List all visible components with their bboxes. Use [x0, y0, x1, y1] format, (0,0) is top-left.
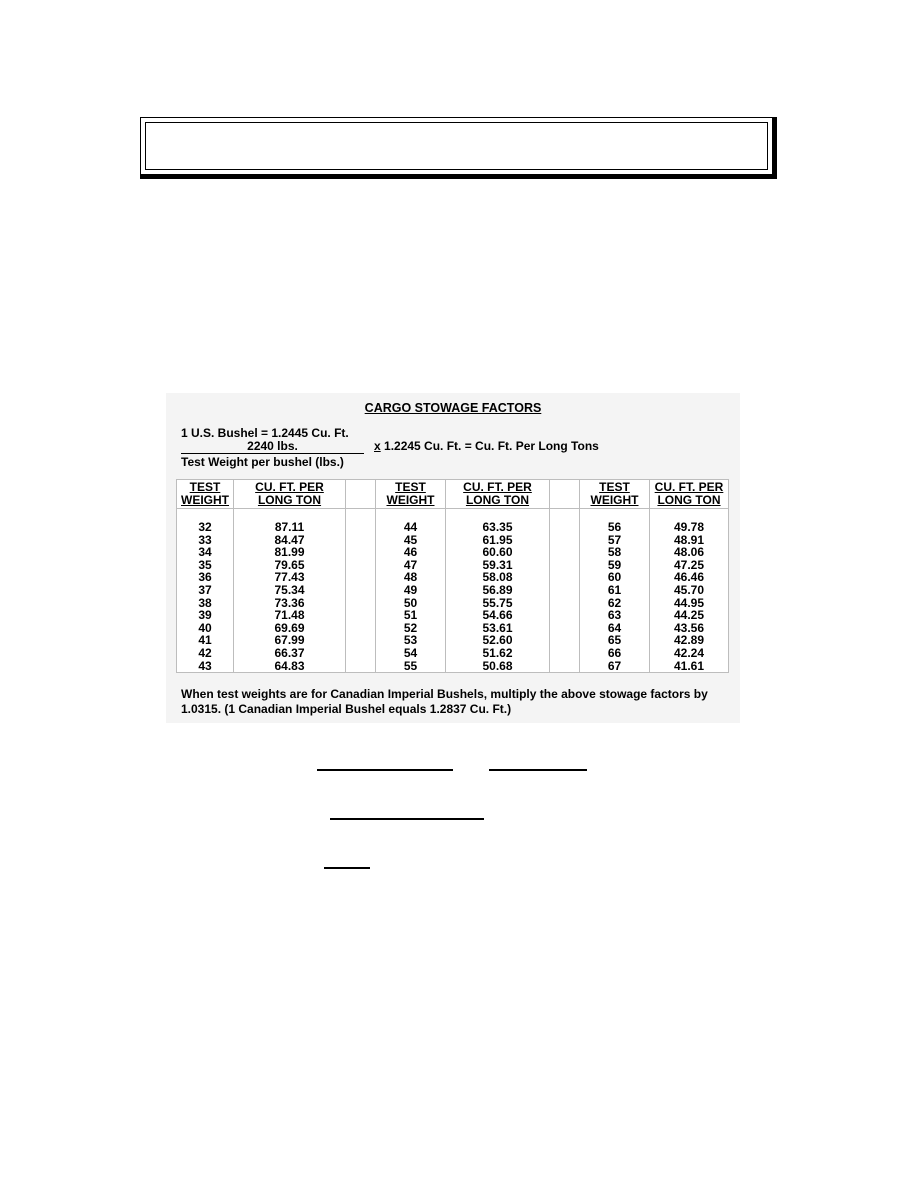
test-weight-cell: 32 [177, 521, 234, 534]
gap-cell [346, 546, 376, 559]
gap-cell [550, 622, 580, 635]
cuft-cell: 45.70 [650, 584, 729, 597]
cuft-cell: 63.35 [446, 521, 550, 534]
gap-cell [550, 597, 580, 610]
cuft-cell: 77.43 [234, 571, 346, 584]
header-box-inner-frame [145, 122, 768, 170]
header-test-weight: TEST WEIGHT [376, 480, 446, 509]
table-body [177, 509, 729, 673]
cuft-cell: 47.25 [650, 559, 729, 572]
test-weight-cell: 56 [580, 521, 650, 534]
bushel-definition: 1 U.S. Bushel = 1.2445 Cu. Ft. [181, 426, 349, 440]
header-box [140, 117, 777, 179]
gap-cell [346, 559, 376, 572]
gap-cell [550, 546, 580, 559]
test-weight-cell: 33 [177, 534, 234, 547]
cuft-cell: 59.31 [446, 559, 550, 572]
cuft-cell: 55.75 [446, 597, 550, 610]
test-weight-cell: 45 [376, 534, 446, 547]
blank-line-1 [317, 769, 453, 771]
gap-cell [550, 559, 580, 572]
cuft-cell: 42.89 [650, 634, 729, 647]
formula-multiplier [374, 439, 599, 453]
test-weight-cell: 53 [376, 634, 446, 647]
cuft-cell: 73.36 [234, 597, 346, 610]
header-gap [550, 480, 580, 509]
test-weight-cell: 65 [580, 634, 650, 647]
cuft-cell: 75.34 [234, 584, 346, 597]
test-weight-cell: 37 [177, 584, 234, 597]
test-weight-cell: 60 [580, 571, 650, 584]
cuft-cell: 56.89 [446, 584, 550, 597]
cuft-cell: 53.61 [446, 622, 550, 635]
header-box-frame [140, 117, 773, 175]
header-test-weight: TEST WEIGHT [580, 480, 650, 509]
header-test-weight: TEST WEIGHT [177, 480, 234, 509]
cuft-cell: 60.60 [446, 546, 550, 559]
test-weight-cell: 63 [580, 609, 650, 622]
blank-line-2 [489, 769, 587, 771]
gap-cell [550, 660, 580, 673]
test-weight-cell: 51 [376, 609, 446, 622]
table-row [177, 546, 729, 559]
test-weight-cell: 48 [376, 571, 446, 584]
cuft-cell: 71.48 [234, 609, 346, 622]
table-row [177, 660, 729, 673]
test-weight-cell: 44 [376, 521, 446, 534]
table-row [177, 534, 729, 547]
test-weight-cell: 49 [376, 584, 446, 597]
formula-result: 1.2245 Cu. Ft. = Cu. Ft. Per Long Tons [380, 439, 599, 453]
formula-denominator: Test Weight per bushel (lbs.) [181, 455, 344, 469]
gap-cell [550, 571, 580, 584]
test-weight-cell: 42 [177, 647, 234, 660]
test-weight-cell: 57 [580, 534, 650, 547]
header-gap [346, 480, 376, 509]
test-weight-cell: 46 [376, 546, 446, 559]
test-weight-cell: 55 [376, 660, 446, 673]
gap-cell [550, 584, 580, 597]
gap-cell [346, 521, 376, 534]
test-weight-cell: 59 [580, 559, 650, 572]
cuft-cell: 81.99 [234, 546, 346, 559]
cuft-cell: 67.99 [234, 634, 346, 647]
cuft-cell: 44.25 [650, 609, 729, 622]
test-weight-cell: 36 [177, 571, 234, 584]
test-weight-cell: 52 [376, 622, 446, 635]
stowage-factors-table [176, 479, 729, 673]
table-row [177, 597, 729, 610]
test-weight-cell: 66 [580, 647, 650, 660]
test-weight-cell: 38 [177, 597, 234, 610]
cuft-cell: 58.08 [446, 571, 550, 584]
fraction-bar [181, 453, 364, 454]
gap-cell [550, 634, 580, 647]
cuft-cell: 52.60 [446, 634, 550, 647]
table-spacer-row [177, 509, 729, 522]
gap-cell [550, 521, 580, 534]
cuft-cell: 84.47 [234, 534, 346, 547]
gap-cell [346, 622, 376, 635]
gap-cell [346, 534, 376, 547]
cuft-cell: 64.83 [234, 660, 346, 673]
gap-cell [346, 597, 376, 610]
test-weight-cell: 64 [580, 622, 650, 635]
cuft-cell: 48.91 [650, 534, 729, 547]
cuft-cell: 43.56 [650, 622, 729, 635]
table-row [177, 609, 729, 622]
blank-line-3 [330, 818, 484, 820]
header-cuft-per-long-ton: CU. FT. PER LONG TON [650, 480, 729, 509]
table-row [177, 559, 729, 572]
test-weight-cell: 50 [376, 597, 446, 610]
cuft-cell: 54.66 [446, 609, 550, 622]
cuft-cell: 48.06 [650, 546, 729, 559]
gap-cell [550, 647, 580, 660]
test-weight-cell: 34 [177, 546, 234, 559]
formula-numerator: 2240 lbs. [247, 439, 298, 453]
cuft-cell: 69.69 [234, 622, 346, 635]
formula-times-symbol: x [374, 439, 381, 453]
blank-line-4 [324, 867, 370, 869]
test-weight-cell: 58 [580, 546, 650, 559]
table-row [177, 622, 729, 635]
table-header-row [177, 480, 729, 509]
cuft-cell: 46.46 [650, 571, 729, 584]
cuft-cell: 44.95 [650, 597, 729, 610]
test-weight-cell: 41 [177, 634, 234, 647]
test-weight-cell: 54 [376, 647, 446, 660]
cuft-cell: 79.65 [234, 559, 346, 572]
cuft-cell: 87.11 [234, 521, 346, 534]
cuft-cell: 51.62 [446, 647, 550, 660]
table-row [177, 571, 729, 584]
gap-cell [346, 647, 376, 660]
test-weight-cell: 47 [376, 559, 446, 572]
table-row [177, 647, 729, 660]
gap-cell [346, 571, 376, 584]
figure-title: CARGO STOWAGE FACTORS [364, 401, 542, 415]
gap-cell [346, 634, 376, 647]
test-weight-cell: 62 [580, 597, 650, 610]
gap-cell [346, 660, 376, 673]
table-row [177, 634, 729, 647]
header-cuft-per-long-ton: CU. FT. PER LONG TON [234, 480, 346, 509]
table-row [177, 521, 729, 534]
test-weight-cell: 67 [580, 660, 650, 673]
gap-cell [346, 609, 376, 622]
test-weight-cell: 40 [177, 622, 234, 635]
stowage-factors-figure [166, 393, 740, 723]
gap-cell [346, 584, 376, 597]
gap-cell [550, 609, 580, 622]
table-row [177, 584, 729, 597]
header-cuft-per-long-ton: CU. FT. PER LONG TON [446, 480, 550, 509]
cuft-cell: 61.95 [446, 534, 550, 547]
gap-cell [550, 534, 580, 547]
test-weight-cell: 39 [177, 609, 234, 622]
cuft-cell: 50.68 [446, 660, 550, 673]
test-weight-cell: 61 [580, 584, 650, 597]
footnote: When test weights are for Canadian Imperial Bushels, multiply the above stowage factors by 1.0315. (1 Canadian Imperial Bushel equals 1.2837 Cu. Ft.) [181, 687, 708, 716]
cuft-cell: 41.61 [650, 660, 729, 673]
cuft-cell: 42.24 [650, 647, 729, 660]
test-weight-cell: 35 [177, 559, 234, 572]
test-weight-cell: 43 [177, 660, 234, 673]
cuft-cell: 49.78 [650, 521, 729, 534]
cuft-cell: 66.37 [234, 647, 346, 660]
